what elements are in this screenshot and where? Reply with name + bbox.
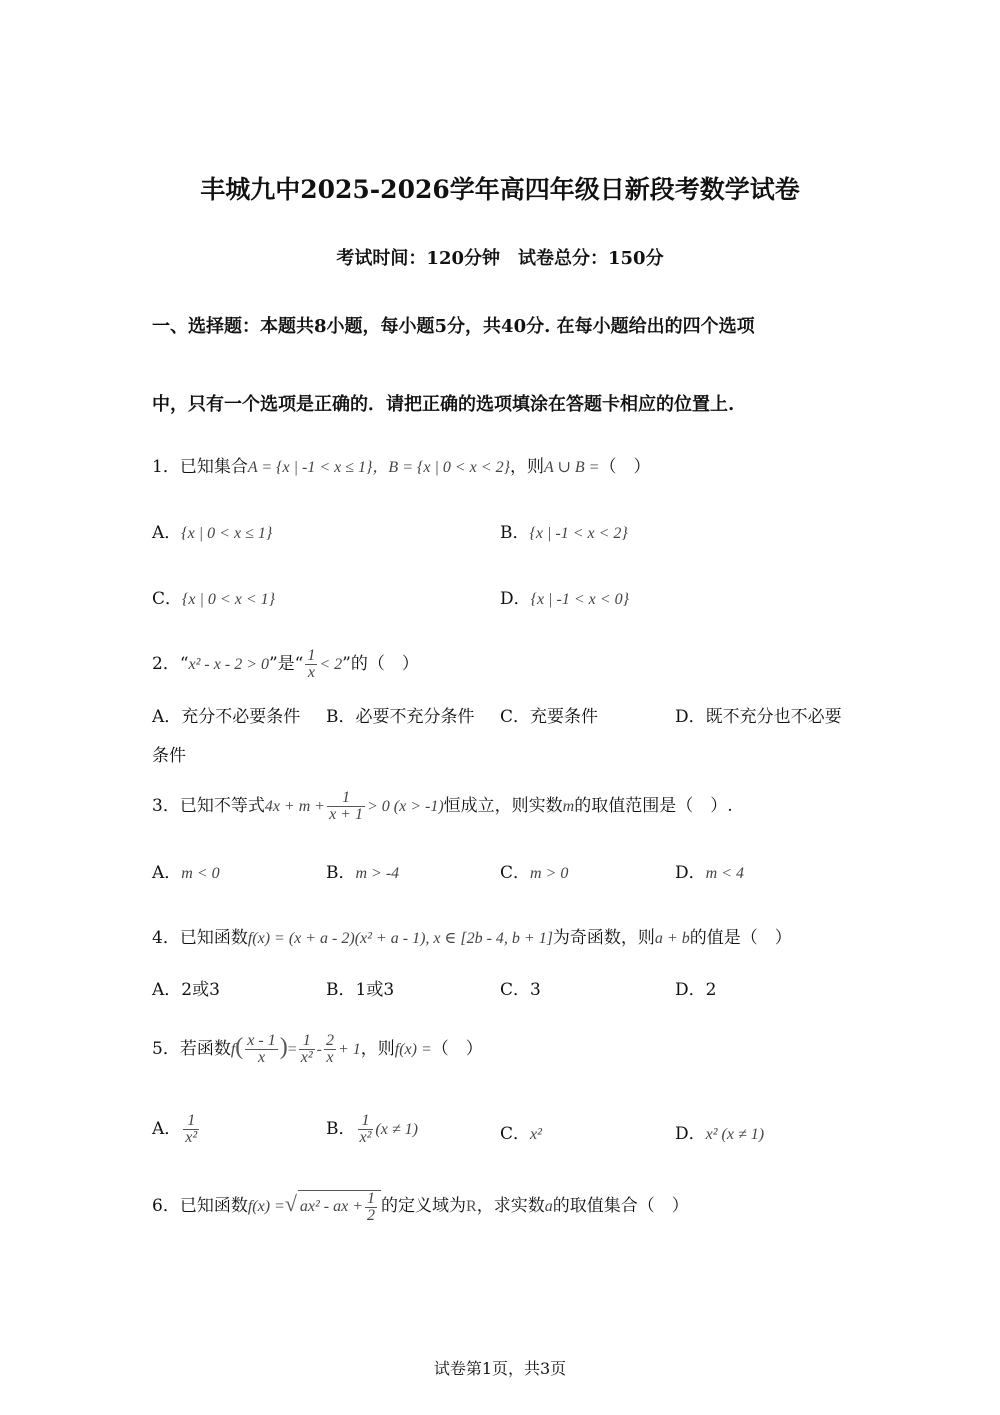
sqrt-icon: √ xyxy=(284,1191,297,1217)
paren-open: ( xyxy=(235,1034,244,1060)
option-text: m < 4 xyxy=(705,865,744,882)
option-c xyxy=(152,587,275,612)
math-expression: A = {x | -1 < x ≤ 1}，B = {x | 0 < x < 2} xyxy=(247,459,510,476)
math-expression: + 1 xyxy=(337,1041,361,1058)
option-c xyxy=(500,861,568,886)
math-expression: f(x) = xyxy=(394,1041,432,1058)
fraction-denominator: x + 1 xyxy=(329,806,363,823)
option-text: 1或3 xyxy=(355,980,395,1000)
option-text: 充要条件 xyxy=(530,707,599,727)
fraction-numerator: x - 1 xyxy=(247,1032,276,1049)
option-a xyxy=(152,861,220,886)
fraction-numerator: 1 xyxy=(342,789,351,806)
option-c xyxy=(500,705,598,729)
question-stem-text: 为奇函数，则 xyxy=(552,928,655,948)
question-stem-text: ，则 xyxy=(509,457,544,477)
question-stem-text: 恒成立，则实数 xyxy=(443,796,563,816)
fraction-numerator: 1 xyxy=(361,1112,370,1129)
option-a xyxy=(152,705,300,729)
option-text: 必要不充分条件 xyxy=(355,707,475,727)
answer-blank: 的取值集合（ ） xyxy=(552,1196,689,1217)
function-name: f xyxy=(230,1041,236,1058)
math-expression: ax² - ax + xyxy=(299,1198,364,1216)
math-expression: A ∪ B = xyxy=(543,459,600,476)
variable: m xyxy=(562,798,575,815)
sqrt-body xyxy=(298,1190,381,1224)
math-expression: > 0 (x > -1) xyxy=(366,798,444,815)
question-stem-text: “ xyxy=(179,654,189,674)
option-a xyxy=(152,521,272,546)
option-label: D． xyxy=(675,1124,706,1144)
question-5 xyxy=(152,1033,483,1066)
option-text: (x ≠ 1) xyxy=(375,1121,418,1138)
option-label: B． xyxy=(326,707,356,727)
question-6 xyxy=(152,1190,689,1224)
question-2 xyxy=(152,648,419,681)
exam-title: 丰城九中2025-2026学年高四年级日新段考数学试卷 xyxy=(200,175,800,204)
option-b xyxy=(326,705,475,729)
paren-close: ) xyxy=(279,1034,288,1060)
option-d xyxy=(675,705,842,729)
question-stem-text: 已知函数 xyxy=(179,1196,248,1217)
fraction-denominator: x xyxy=(305,664,317,681)
option-text: 2 xyxy=(705,980,717,1000)
option-label: A． xyxy=(152,863,182,883)
math-expression: < 2 xyxy=(319,656,343,673)
fraction xyxy=(299,1033,315,1066)
fraction-denominator: x² xyxy=(185,1129,198,1146)
option-d xyxy=(675,1122,764,1147)
math-expression: a + b xyxy=(654,930,690,947)
option-label: C． xyxy=(500,707,531,727)
option-text: x² xyxy=(530,1126,542,1143)
fraction xyxy=(327,790,365,823)
answer-blank: 的取值范围是（ ）. xyxy=(574,796,733,816)
question-stem-text: 已知函数 xyxy=(179,928,248,948)
option-text: m > 0 xyxy=(530,865,569,882)
option-label: C． xyxy=(152,589,183,609)
option-label: B． xyxy=(326,980,356,1000)
question-number: 1． xyxy=(152,457,180,477)
option-label: D． xyxy=(675,863,706,883)
question-stem: 已知集合 xyxy=(179,457,248,477)
answer-blank: （ ） xyxy=(599,457,651,477)
page-footer: 试卷第1页，共3页 xyxy=(433,1359,567,1378)
variable: a xyxy=(544,1198,553,1216)
fraction-denominator: x xyxy=(324,1049,336,1066)
option-b xyxy=(326,1113,418,1146)
answer-blank: 的值是（ ） xyxy=(689,928,792,948)
fraction-denominator: x xyxy=(245,1049,277,1066)
option-text: m < 0 xyxy=(181,865,220,882)
question-4 xyxy=(152,926,792,951)
question-number: 6． xyxy=(152,1196,180,1217)
fraction xyxy=(358,1113,374,1146)
option-text: 2或3 xyxy=(181,980,220,1000)
answer-blank: ”的（ ） xyxy=(342,654,419,674)
question-1 xyxy=(152,455,650,480)
option-d xyxy=(500,587,629,612)
real-numbers-symbol: R xyxy=(466,1198,477,1216)
question-stem-text: ，求实数 xyxy=(476,1196,545,1217)
option-label: A． xyxy=(152,980,182,1000)
question-stem-text: ”是“ xyxy=(268,654,304,674)
question-stem-text: 的定义域为 xyxy=(381,1196,467,1217)
option-d xyxy=(675,978,716,1002)
option-text: 既不充分也不必要 xyxy=(705,707,842,727)
fraction xyxy=(245,1033,277,1066)
option-text: 充分不必要条件 xyxy=(181,707,301,727)
question-stem-text: ，则 xyxy=(360,1039,395,1059)
option-text: {x | -1 < x < 0} xyxy=(530,591,629,608)
answer-blank: （ ） xyxy=(431,1039,483,1059)
question-number: 3． xyxy=(152,796,180,816)
fraction xyxy=(305,648,317,681)
option-d xyxy=(675,861,744,886)
exam-info: 考试时间：120分钟 试卷总分：150分 xyxy=(336,248,664,269)
math-expression: f(x) = xyxy=(247,1198,285,1216)
fraction-numerator: 1 xyxy=(307,647,316,664)
option-text: {x | -1 < x < 2} xyxy=(529,525,628,542)
math-expression: x² - x - 2 > 0 xyxy=(188,656,269,673)
equals-sign: = xyxy=(287,1041,297,1058)
fraction-numerator: 1 xyxy=(367,1190,376,1207)
option-b xyxy=(326,861,399,886)
fraction xyxy=(183,1113,199,1146)
option-b xyxy=(500,521,628,546)
fraction xyxy=(324,1033,336,1066)
question-3 xyxy=(152,790,733,823)
minus-sign: - xyxy=(316,1041,322,1058)
option-label: D． xyxy=(500,589,531,609)
option-label: B． xyxy=(326,1119,356,1139)
fraction-numerator: 1 xyxy=(187,1112,196,1129)
math-expression: f(x) = (x + a - 2)(x² + a - 1), x ∈ [2b - 4, b + 1] xyxy=(247,930,553,947)
option-label: A． xyxy=(152,707,182,727)
fraction-numerator: 2 xyxy=(325,1032,334,1049)
section-heading-line1: 一、选择题：本题共8小题，每小题5分，共40分. 在每小题给出的四个选项 xyxy=(152,316,755,337)
fraction xyxy=(365,1191,377,1224)
option-label: C． xyxy=(500,980,531,1000)
option-label: D． xyxy=(675,707,706,727)
math-expression: 4x + m + xyxy=(264,798,326,815)
fraction-denominator: x² xyxy=(300,1049,313,1066)
question-stem-text: 若函数 xyxy=(179,1039,231,1059)
option-text: {x | 0 < x < 1} xyxy=(182,591,276,608)
question-number: 4． xyxy=(152,928,180,948)
section-heading-line2: 中，只有一个选项是正确的．请把正确的选项填涂在答题卡相应的位置上. xyxy=(152,394,735,415)
option-label: D． xyxy=(675,980,706,1000)
option-label: C． xyxy=(500,863,531,883)
option-b xyxy=(326,978,394,1002)
option-text: m > -4 xyxy=(355,865,400,882)
option-text: x² (x ≠ 1) xyxy=(705,1126,765,1143)
option-d-wrap: 条件 xyxy=(152,746,186,766)
option-label: A． xyxy=(152,523,182,543)
fraction-denominator: x² xyxy=(359,1129,372,1146)
option-c xyxy=(500,978,541,1002)
fraction-denominator: 2 xyxy=(367,1207,376,1224)
question-stem-text: 已知不等式 xyxy=(179,796,265,816)
option-text: 3 xyxy=(530,980,541,1000)
option-label: A． xyxy=(152,1119,182,1139)
fraction-numerator: 1 xyxy=(302,1032,311,1049)
option-a xyxy=(152,1113,201,1146)
option-label: B． xyxy=(500,523,530,543)
option-label: B． xyxy=(326,863,356,883)
option-label: C． xyxy=(500,1124,531,1144)
option-a xyxy=(152,978,220,1002)
option-text: {x | 0 < x ≤ 1} xyxy=(181,525,273,542)
question-number: 2． xyxy=(152,654,180,674)
question-number: 5． xyxy=(152,1039,180,1059)
option-c xyxy=(500,1122,542,1147)
